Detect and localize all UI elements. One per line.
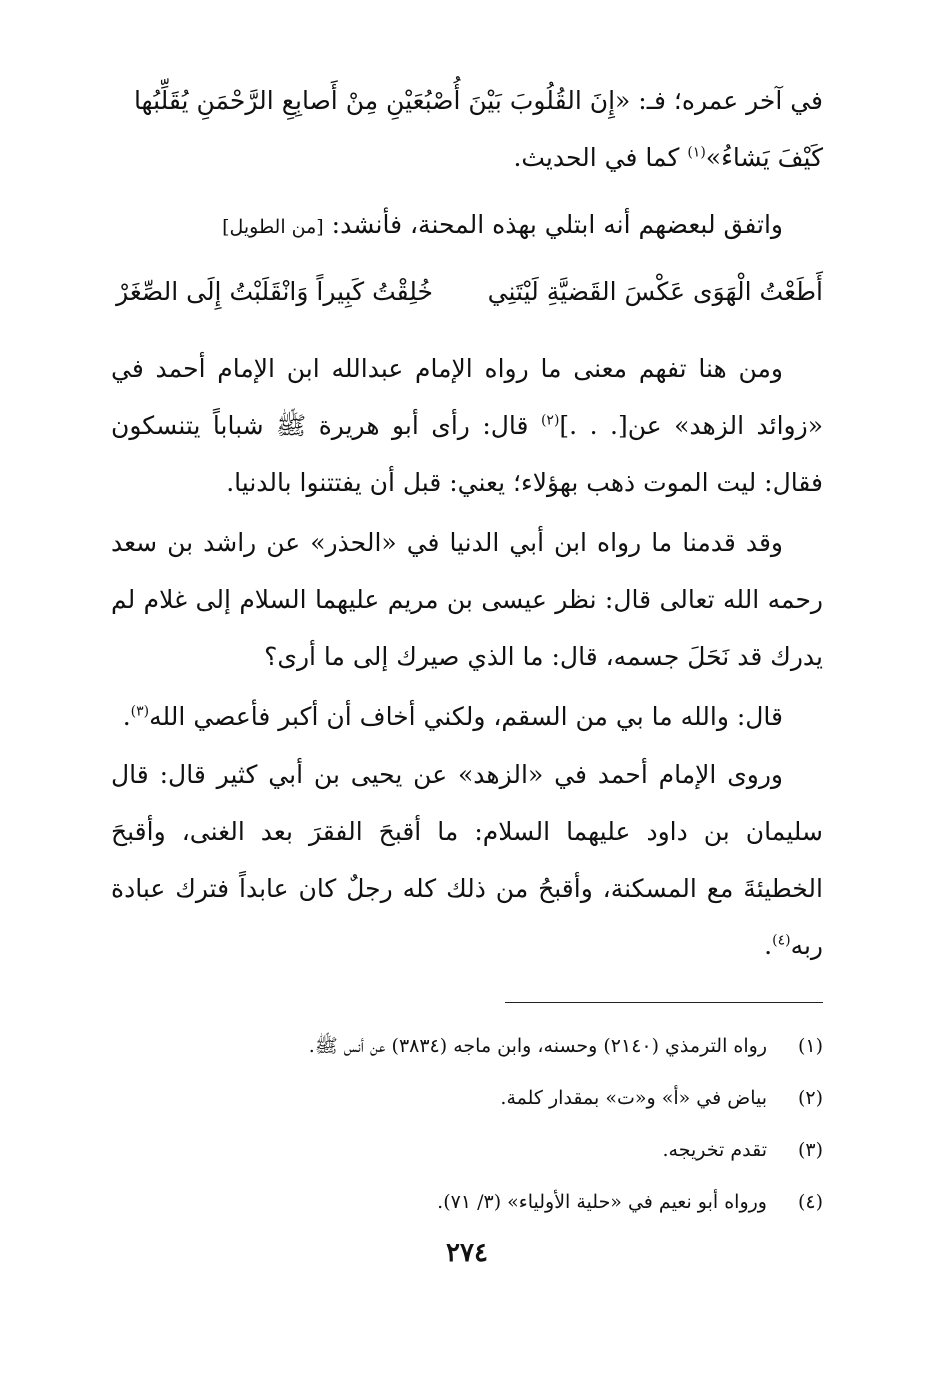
paragraph-text: قال: والله ما بي من السقم، ولكني أخاف أن أكبر فأعصي الله: [149, 702, 783, 731]
footnote-item: [111, 1020, 823, 1072]
footnote-ref[interactable]: (٣): [130, 703, 150, 720]
paragraph-text: وروى الإمام أحمد في «الزهد» عن يحيى بن أبي كثير قال: قال سليمان بن داود عليهما السلام: ما أقبحَ الفقرَ بعد الغنى، وأقبحَ الخطيئةَ مع المسكنة، وأقبحُ من ذلك كله رجلٌ كان عابداً فترك عبادة ربه: [111, 760, 823, 960]
footnote-text: تقدم تخريجه.: [662, 1139, 767, 1161]
paragraph-2: [111, 196, 823, 256]
paragraph-tail: قال: رأى أبو هريرة ﷺ شباباً يتنسكون فقال: ليت الموت ذهب بهؤلاء؛ يعني: قبل أن يفتتنوا بالدنيا.: [111, 411, 823, 497]
paragraph-4: [111, 514, 823, 685]
footnote-item: [111, 1176, 823, 1228]
footnote-text: ورواه أبو نعيم في «حلية الأولياء» (٣/ ٧١).: [437, 1191, 767, 1213]
footnote-number: (٤): [797, 1191, 823, 1213]
verse-second-hemistich: خُلِقْتُ كَبِيراً وَانْقَلَبْتُ إِلَى الصِّغَرْ: [116, 277, 433, 306]
poetic-meter-label: [من الطويل]: [222, 216, 324, 238]
footnote-number: (٢): [797, 1087, 823, 1109]
paragraph-1: [111, 72, 823, 186]
paragraph-tail: .: [764, 931, 773, 960]
footnote-ref[interactable]: (٤): [772, 932, 791, 949]
footnote-item: [111, 1124, 823, 1176]
footnote-item: [111, 1072, 823, 1124]
poetry-verse: [111, 262, 823, 322]
paragraph-text: واتفق لبعضهم أنه ابتلي بهذه المحنة، فأنشد:: [323, 210, 783, 239]
footnote-text: رواه الترمذي (٢١٤٠) وحسنه، وابن ماجه (٣٨٣٤) عن أنس ﷺ.: [308, 1035, 767, 1057]
paragraph-text: وقد قدمنا ما رواه ابن أبي الدنيا في «الحذر» عن راشد بن سعد رحمه الله تعالى قال: نظر عيسى بن مريم عليهما السلام إلى غلام لم يدرك قد نَحَلَ جسمه، قال: ما الذي صيرك إلى ما أرى؟: [111, 528, 823, 671]
footnotes-section: [111, 1020, 823, 1228]
paragraph-3: [111, 340, 823, 511]
paragraph-5: [111, 688, 823, 745]
footnote-number: (١): [797, 1035, 823, 1057]
paragraph-text: ومن هنا تفهم معنى ما رواه الإمام عبدالله ابن الإمام أحمد في «زوائد الزهد» عن[. . .]: [111, 354, 823, 440]
paragraph-tail: كما في الحديث.: [513, 143, 688, 172]
footnote-ref[interactable]: (١): [687, 144, 706, 161]
footnote-ref[interactable]: (٢): [540, 412, 560, 429]
footnote-separator: [505, 1002, 823, 1003]
footnote-number: (٣): [797, 1139, 823, 1161]
page-number: ٢٧٤: [446, 1238, 488, 1268]
paragraph-tail: .: [122, 702, 131, 731]
footnote-text: بياض في «أ» و«ت» بمقدار كلمة.: [500, 1087, 767, 1109]
paragraph-text: في آخر عمره؛ فـ: «إِنَ القُلُوبَ بَيْنَ أُصْبُعَيْنِ مِنْ أَصابِعِ الرَّحْمَنِ يُقَلِّبُها كَيْفَ يَشاءُ»: [133, 86, 823, 172]
paragraph-6: [111, 746, 823, 974]
verse-first-hemistich: أَطَعْتُ الْهَوَى عَكْسَ القَضيَّةِ لَيْتَنِي: [487, 277, 823, 306]
